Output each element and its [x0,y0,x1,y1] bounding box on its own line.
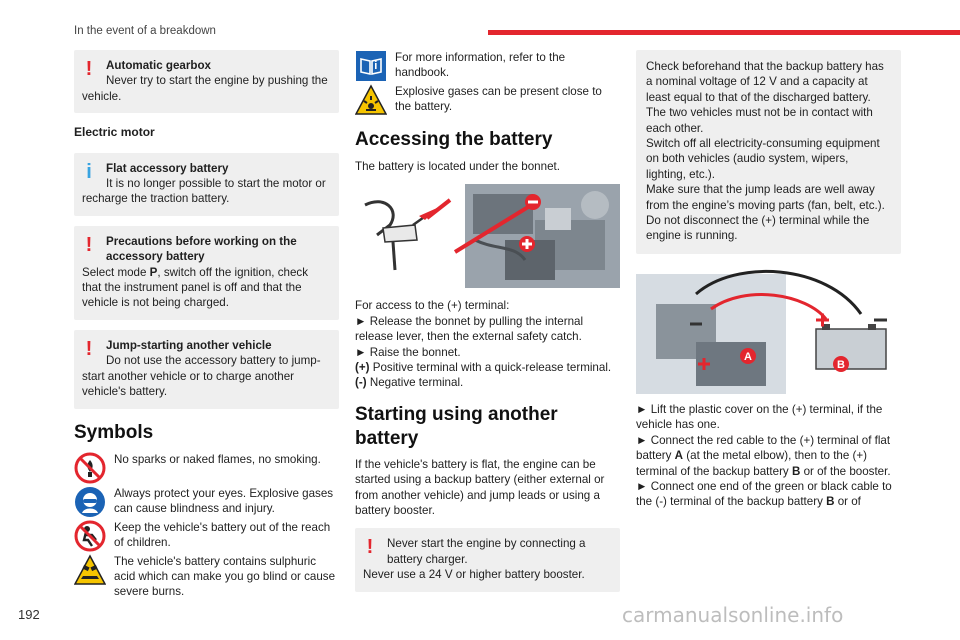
symbol-row [74,554,339,600]
warning-charger [355,528,620,591]
warning-icon: ! [85,233,93,256]
column-right [636,50,901,510]
jump-start-diagram [636,264,901,396]
warning-title: Jump-starting another vehicle [106,338,272,352]
step-text: or of [834,495,861,509]
column-left [74,50,339,602]
battery-location-illustration [355,180,620,290]
positive-terminal-marker [519,236,535,252]
battery-b-label: B [826,495,835,509]
running-header: In the event of a breakdown [74,25,216,37]
check-item: Do not disconnect the (+) terminal while the engine is running. [646,214,870,243]
symbol-text: The vehicle's battery contains sulphuric acid which can make you go blind or cause severe burns. [114,554,336,599]
handbook-icon [355,50,387,82]
label-b-marker [833,356,849,372]
backup-battery [816,324,886,369]
step-text: ► Connect the red cable to the (+) terminal of flat battery [636,433,891,463]
column-middle [355,50,620,602]
positive-terminal-note [355,360,620,375]
warning-title-line-2: accessory battery [106,250,205,264]
warning-icon: ! [85,58,93,80]
bonnet-release-illustration [355,180,620,290]
step-lift: ► Lift the plastic cover on the (+) terminal, if the vehicle has one. [636,402,883,432]
warning-text-part: Select mode [82,265,150,279]
label-b: B [837,358,845,371]
keep-children-away-icon [74,520,106,552]
step-connect-green [636,479,901,510]
negative-label: (-) [355,376,367,390]
access-step: ► Raise the bonnet. [355,345,461,359]
symbol-row [74,452,339,484]
warning-icon: ! [366,536,374,559]
jump-leads-illustration [636,264,901,396]
mode-p-label: P [149,265,158,279]
handbook-note [355,50,620,82]
site-watermark: carmanualsonline.info [622,603,844,627]
info-icon: i [86,160,92,183]
starting-heading: Starting using another battery [355,403,558,449]
check-item: Switch off all electricity-consuming equipment on both vehicles (audio system, wipers, lighting, etc.). [646,137,880,181]
positive-text: Positive terminal with a quick-release terminal. [369,361,612,375]
warning-jumpstart [74,330,339,409]
bonnet-lever-drawing [365,200,450,270]
explosive-note [355,84,620,116]
symbol-row [74,486,339,518]
warning-text: Never try to start the engine by pushing the vehicle. [82,74,328,103]
symbol-text: No sparks or naked flames, no smoking. [114,452,321,466]
explosive-hazard-icon [355,84,387,116]
explosive-note-text: Explosive gases can be present close to the battery. [395,85,602,114]
handbook-note-text: For more information, refer to the handbook. [395,51,566,80]
warning-gearbox [74,50,339,113]
warning-precautions [74,226,339,320]
warning-icon: ! [85,337,93,360]
no-flame-icon [74,452,106,484]
access-step: ► Release the bonnet by pulling the internal release lever, then the external safety catch. [355,314,584,344]
symbol-text: Keep the vehicle's battery out of the reach of children. [114,520,331,549]
symbols-heading: Symbols [74,421,154,443]
check-item: The two vehicles must not be in contact with each other. [646,106,873,135]
negative-terminal-marker [525,194,541,210]
symbol-text: Always protect your eyes. Explosive gases can cause blindness and injury. [114,486,334,515]
positive-label: (+) [355,361,370,375]
battery-a-label: A [674,449,684,463]
warning-text: Do not use the accessory battery to jump-start another vehicle or to charge another vehicle's battery. [82,354,321,399]
eye-protection-icon [74,486,106,518]
step-text: or of the booster. [800,464,891,478]
corrosive-acid-icon [74,554,106,586]
page-number: 192 [18,607,40,622]
symbol-row [74,520,339,552]
warning-text: Never use a 24 V or higher battery booster. [363,568,585,582]
info-flat-battery [74,153,339,216]
battery-b-label: B [791,464,801,478]
warning-text-part: , switch off the ignition, check that the instrument panel is off and that the vehicle is not being charged. [82,265,308,310]
label-a: A [744,350,752,363]
step-connect-red [636,433,901,479]
engine-bay-photo [465,184,620,288]
accessing-text: The battery is located under the bonnet. [355,160,560,173]
step-text: (at the metal elbow), then to the (+) terminal of the backup battery [636,449,868,478]
header-accent-bar [488,30,960,35]
step-text: ► Connect one end of the green or black cable to the (-) terminal of the backup battery [636,479,892,509]
info-title: Flat accessory battery [106,161,229,175]
check-item: Check beforehand that the backup battery has a nominal voltage of 12 V and a capacity at least equal to that of the discharged battery. [646,60,884,104]
negative-text: Negative terminal. [366,376,464,390]
label-a-marker [740,348,756,364]
starting-text: If the vehicle's battery is flat, the engine can be started using a backup battery (either external or from another vehicle) and jump leads or using a battery booster. [355,457,605,518]
section-subheading: Electric motor [74,125,155,140]
access-step: For access to the (+) terminal: [355,299,510,313]
negative-terminal-note [355,375,620,390]
checks-box [636,50,901,254]
warning-title-line-1: Precautions before working on the [106,234,297,248]
accessing-heading: Accessing the battery [355,129,553,150]
info-text: It is no longer possible to start the motor or recharge the traction battery. [82,177,326,206]
warning-text: Never start the engine by connecting a battery charger. [387,537,586,566]
check-item: Make sure that the jump leads are well away from the engine’s moving parts (fan, belt, etc.). [646,183,885,212]
warning-title: Automatic gearbox [106,59,212,72]
